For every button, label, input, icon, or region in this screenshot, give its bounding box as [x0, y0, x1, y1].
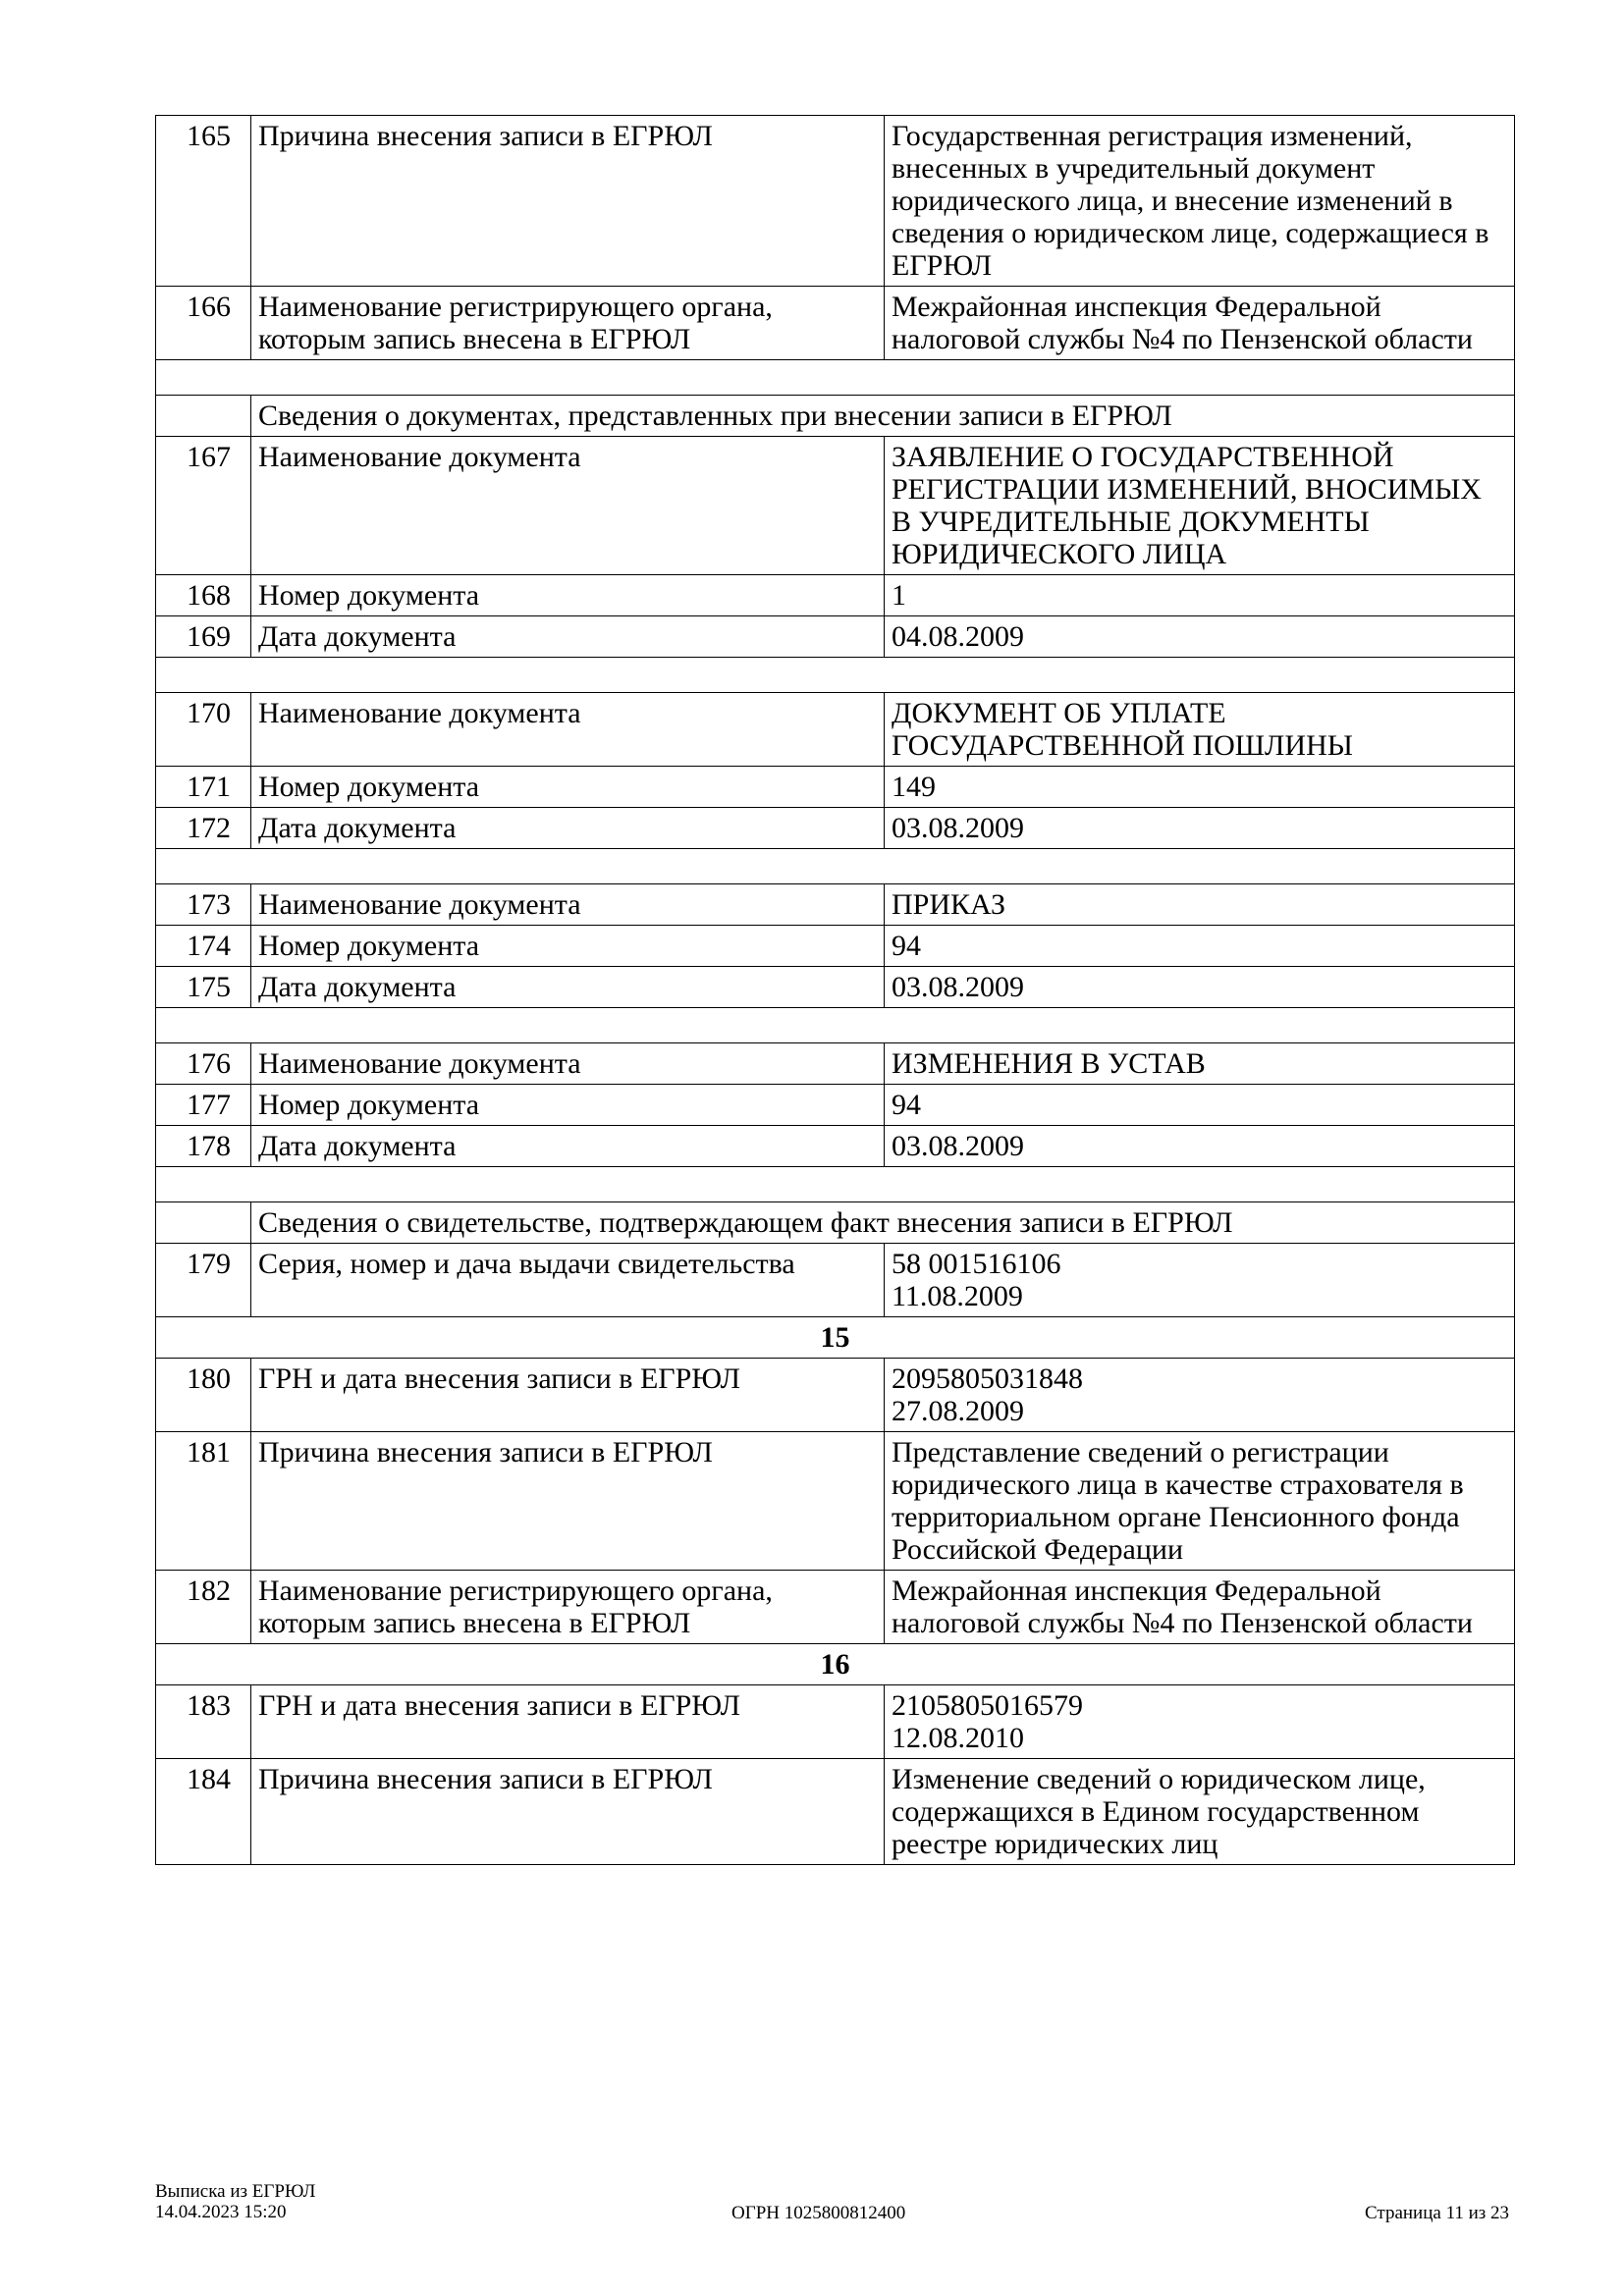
table-row [156, 884, 1515, 926]
field-label: Причина внесения записи в ЕГРЮЛ [251, 1759, 885, 1865]
row-number: 171 [156, 767, 251, 808]
footer-left [155, 2181, 315, 2222]
footer-page-number: Страница 11 из 23 [1365, 2203, 1510, 2223]
spacer-cell [156, 1008, 1515, 1043]
table-row [156, 967, 1515, 1008]
spacer-row [156, 658, 1515, 693]
footer-doc-title: Выписка из ЕГРЮЛ [155, 2181, 316, 2202]
field-value: Межрайонная инспекция Федеральной налоговой службы №4 по Пензенской области [885, 1571, 1515, 1644]
spacer-row [156, 849, 1515, 884]
row-number: 178 [156, 1126, 251, 1167]
field-value: ИЗМЕНЕНИЯ В УСТАВ [885, 1043, 1515, 1085]
field-label: Причина внесения записи в ЕГРЮЛ [251, 116, 885, 287]
field-value: ПРИКАЗ [885, 884, 1515, 926]
field-value: 03.08.2009 [885, 967, 1515, 1008]
field-label: Наименование документа [251, 1043, 885, 1085]
row-number: 177 [156, 1085, 251, 1126]
egrul-table-body [156, 116, 1515, 1865]
field-value: Межрайонная инспекция Федеральной налоговой службы №4 по Пензенской области [885, 287, 1515, 360]
section-number: 15 [156, 1317, 1515, 1359]
row-number: 167 [156, 437, 251, 575]
spacer-cell [156, 658, 1515, 693]
field-value: Изменение сведений о юридическом лице, содержащихся в Едином государственном реестре юридических лиц [885, 1759, 1515, 1865]
field-label: Номер документа [251, 575, 885, 616]
table-row [156, 1126, 1515, 1167]
row-number: 170 [156, 693, 251, 767]
field-label: Дата документа [251, 616, 885, 658]
table-row [156, 575, 1515, 616]
table-row [156, 1359, 1515, 1432]
row-number: 183 [156, 1685, 251, 1759]
field-value: ДОКУМЕНТ ОБ УПЛАТЕ ГОСУДАРСТВЕННОЙ ПОШЛИНЫ [885, 693, 1515, 767]
field-value: 2105805016579 12.08.2010 [885, 1685, 1515, 1759]
subheader-text: Сведения о документах, представленных при внесении записи в ЕГРЮЛ [251, 396, 1515, 437]
row-number: 175 [156, 967, 251, 1008]
table-row [156, 287, 1515, 360]
field-label: Номер документа [251, 767, 885, 808]
table-row [156, 1043, 1515, 1085]
row-number: 179 [156, 1244, 251, 1317]
field-value: 03.08.2009 [885, 1126, 1515, 1167]
subheader-row [156, 1202, 1515, 1244]
subheader-row [156, 396, 1515, 437]
subheader-spacer [156, 1202, 251, 1244]
table-row [156, 1244, 1515, 1317]
table-row [156, 808, 1515, 849]
field-label: Наименование регистрирующего органа, которым запись внесена в ЕГРЮЛ [251, 287, 885, 360]
field-label: Причина внесения записи в ЕГРЮЛ [251, 1432, 885, 1571]
table-row [156, 116, 1515, 287]
field-label: Дата документа [251, 1126, 885, 1167]
table-row [156, 1571, 1515, 1644]
spacer-row [156, 1167, 1515, 1202]
egrul-table [155, 115, 1515, 1865]
row-number: 182 [156, 1571, 251, 1644]
field-value: 149 [885, 767, 1515, 808]
field-label: ГРН и дата внесения записи в ЕГРЮЛ [251, 1359, 885, 1432]
row-number: 184 [156, 1759, 251, 1865]
table-row [156, 1685, 1515, 1759]
row-number: 168 [156, 575, 251, 616]
field-label: Наименование документа [251, 884, 885, 926]
row-number: 165 [156, 116, 251, 287]
field-label: Номер документа [251, 1085, 885, 1126]
field-label: Серия, номер и дача выдачи свидетельства [251, 1244, 885, 1317]
spacer-row [156, 1008, 1515, 1043]
field-value: 2095805031848 27.08.2009 [885, 1359, 1515, 1432]
subheader-text: Сведения о свидетельстве, подтверждающем факт внесения записи в ЕГРЮЛ [251, 1202, 1515, 1244]
field-value: 94 [885, 1085, 1515, 1126]
table-row [156, 926, 1515, 967]
spacer-cell [156, 849, 1515, 884]
row-number: 166 [156, 287, 251, 360]
field-value: 1 [885, 575, 1515, 616]
field-value: 58 001516106 11.08.2009 [885, 1244, 1515, 1317]
field-label: Наименование регистрирующего органа, которым запись внесена в ЕГРЮЛ [251, 1571, 885, 1644]
field-value: ЗАЯВЛЕНИЕ О ГОСУДАРСТВЕННОЙ РЕГИСТРАЦИИ ИЗМЕНЕНИЙ, ВНОСИМЫХ В УЧРЕДИТЕЛЬНЫЕ ДОКУМЕНТЫ ЮРИДИЧЕСКОГО ЛИЦА [885, 437, 1515, 575]
subheader-spacer [156, 396, 251, 437]
row-number: 181 [156, 1432, 251, 1571]
row-number: 180 [156, 1359, 251, 1432]
table-row [156, 693, 1515, 767]
footer-datetime: 14.04.2023 15:20 [155, 2202, 287, 2222]
spacer-cell [156, 1167, 1515, 1202]
table-row [156, 1432, 1515, 1571]
footer-ogrn: ОГРН 1025800812400 [731, 2203, 906, 2223]
table-row [156, 437, 1515, 575]
table-row [156, 1759, 1515, 1865]
spacer-row [156, 360, 1515, 396]
table-row [156, 767, 1515, 808]
table-row [156, 1085, 1515, 1126]
field-value: 04.08.2009 [885, 616, 1515, 658]
field-label: Наименование документа [251, 693, 885, 767]
field-label: Номер документа [251, 926, 885, 967]
field-value: Представление сведений о регистрации юридического лица в качестве страхователя в территориальном органе Пенсионного фонда Российской Федерации [885, 1432, 1515, 1571]
section-number: 16 [156, 1644, 1515, 1685]
field-value: Государственная регистрация изменений, внесенных в учредительный документ юридического лица, и внесение изменений в сведения о юридическом лице, содержащиеся в ЕГРЮЛ [885, 116, 1515, 287]
row-number: 174 [156, 926, 251, 967]
table-row [156, 616, 1515, 658]
field-label: Дата документа [251, 808, 885, 849]
field-label: Дата документа [251, 967, 885, 1008]
field-label: ГРН и дата внесения записи в ЕГРЮЛ [251, 1685, 885, 1759]
row-number: 172 [156, 808, 251, 849]
section-number-row [156, 1317, 1515, 1359]
field-value: 03.08.2009 [885, 808, 1515, 849]
row-number: 169 [156, 616, 251, 658]
section-number-row [156, 1644, 1515, 1685]
field-label: Наименование документа [251, 437, 885, 575]
row-number: 173 [156, 884, 251, 926]
spacer-cell [156, 360, 1515, 396]
field-value: 94 [885, 926, 1515, 967]
row-number: 176 [156, 1043, 251, 1085]
